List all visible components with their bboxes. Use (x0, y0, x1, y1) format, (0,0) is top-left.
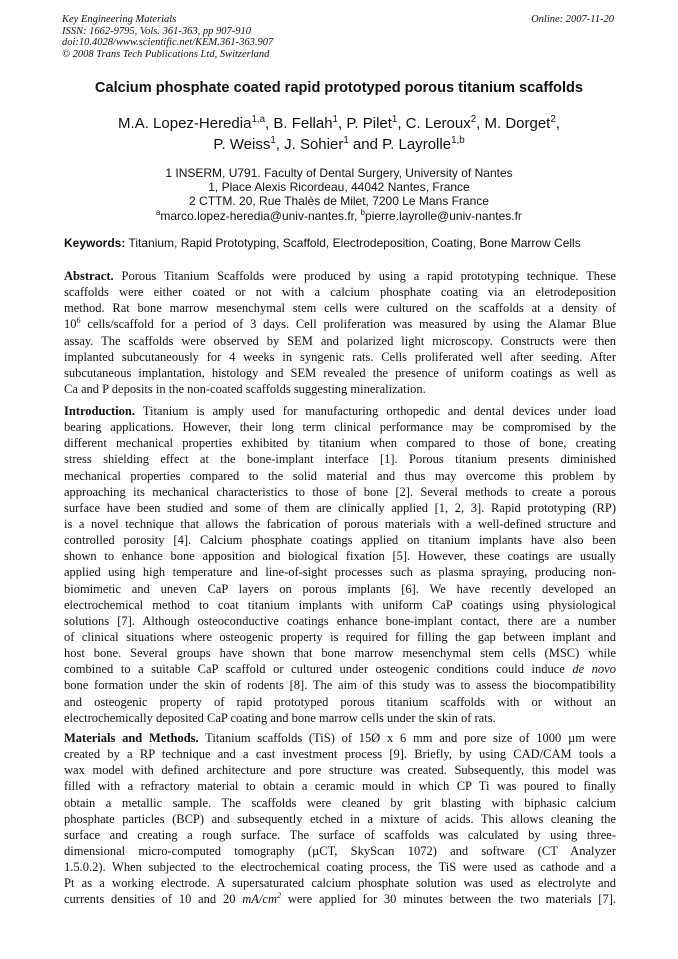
materials-and-methods (64, 730, 616, 908)
email-sup: a (156, 207, 161, 217)
author-name: , M. Dorget (476, 115, 551, 132)
intro-line: surface have been studied and some of them are clinically applied [1, 2, 3]. Rapid prototyping (RP) (64, 500, 616, 515)
methods-label: Materials and Methods. (64, 731, 199, 745)
abstract-line (64, 316, 616, 332)
affiliation-line: 1, Place Alexis Ricordeau, 44042 Nantes, France (208, 180, 470, 195)
online-date: Online: 2007-11-20 (531, 14, 614, 25)
intro-line: electrochemical method to coat titanium implants with uniform CaP coatings using physiological (64, 597, 616, 612)
intro-line: bone formation under the skin of rodents [8]. The aim of this study was to assess the biocompatibility (64, 678, 616, 693)
intro-line: and osteogenic property of rapid prototyped porous titanium scaffolds with or without an (64, 694, 616, 709)
author-affiliation-sup: 1 (332, 114, 338, 125)
methods-line: wax model with defined architecture and pore structure was created. Subsequently, this model was (64, 763, 616, 778)
author-affiliation-sup: 1,a (251, 114, 266, 125)
author-name: P. Weiss (213, 136, 271, 153)
affiliation-line: 1 INSERM, U791. Faculty of Dental Surgery, University of Nantes (165, 166, 513, 180)
methods-line: surface and creating a rough surface. The surface of scaffolds was calculated by using three- (64, 827, 616, 842)
intro-line (64, 403, 616, 419)
keywords-label: Keywords: (64, 236, 126, 250)
methods-line (64, 891, 616, 907)
intro-line: biomimetic and uneven CaP layers on porous implants [6]. We have recently developed an (64, 581, 616, 596)
journal-header (62, 14, 273, 60)
author-affiliation-sup: 1 (391, 114, 398, 125)
text-run: combined to a suitable CaP scaffold or cultured under osteogenic conditions could induce (64, 662, 573, 677)
unit-exponent: 2 (277, 891, 282, 901)
intro-line (64, 661, 616, 677)
author-name: , B. Fellah (265, 115, 333, 132)
intro-line: is a novel technique that allows the fabrication of porous materials with a well-defined structure and (64, 516, 616, 531)
keywords-text: Titanium, Rapid Prototyping, Scaffold, Electrodeposition, Coating, Bone Marrow Cells (125, 236, 581, 250)
abstract-line: Ca and P deposits in the non-coated scaffolds suggesting mineralization. (64, 381, 426, 396)
author-list (30, 113, 648, 155)
doi-line: doi:10.4028/www.scientific.net/KEM.361-363.907 (62, 37, 274, 48)
text-run: Titanium scaffolds (TiS) of 15Ø x 6 mm and pore size of 1000 µm were (198, 731, 616, 745)
abstract-line (64, 268, 616, 284)
intro-line: bearing applications. However, their long term clinical performance may be compromised by the (64, 420, 616, 435)
abstract-line: subcutaneous implantation, histology and SEM revealed the presence of uniform coatings as well as (64, 365, 616, 380)
intro-line: of clinical situations where osteogenic property is required for filling the gap between implant and (64, 629, 616, 644)
author-affiliation-sup: 2 (470, 114, 477, 125)
text-run: cells/scaffold for a period of 3 days. Cell proliferation was measured by using the Alamar Blue (87, 317, 616, 332)
methods-line: 1.5.0.2). When subjected to the electrochemical coating process, the TiS were used as cathode and a (64, 860, 616, 875)
issn-line: ISSN: 1662-9795, Vols. 361-363, pp 907-910 (62, 25, 251, 37)
methods-line: obtain a metallic sample. The scaffolds were cleaned by grit blasting with biphasic calcium (64, 795, 616, 810)
text-run: were applied for 30 minutes between the two materials [7]. (281, 892, 616, 907)
author-affiliation-sup: 1,b (451, 135, 465, 146)
author-name: , P. Pilet (337, 115, 392, 132)
affiliation-line: 2 CTTM. 20, Rue Thalès de Milet, 7200 Le Mans France (189, 194, 489, 209)
intro-line: host bone. Several groups have shown that bone marrow mesenchymal stem cells (MSC) while (64, 646, 616, 661)
intro-line: different mechanical properties exhibited by titanium when compared to those of bone, creating (64, 436, 616, 451)
author-affiliation-sup: 1 (343, 135, 349, 146)
paper-title: Calcium phosphate coated rapid prototyped porous titanium scaffolds (94, 80, 584, 96)
email-sup: b (360, 207, 366, 217)
methods-line: dimensional micro-computed tomography (µCT, SkyScan 1072) and software (CT Analyzer (64, 843, 616, 858)
email-link-b[interactable]: pierre.layrolle@univ-nantes.fr (365, 208, 522, 223)
author-line-1 (30, 113, 648, 134)
abstract-line: implanted subcutaneously for 4 weeks in syngenic rats. Cells proliferated well after seeding. After (64, 349, 616, 364)
introduction-label: Introduction. (64, 404, 135, 418)
email-link-a[interactable]: marco.lopez-heredia@univ-nantes.fr, (160, 208, 361, 223)
density-base: 10 (64, 317, 77, 332)
author-affiliation-sup: 1 (270, 135, 276, 146)
methods-line: created by a RP technique and a cast investment process [9]. Briefly, by using CAD/CAM tools a (64, 747, 616, 762)
intro-line: applied using high temperature and line-of-sight processes such as plasma spraying, producing non- (64, 565, 616, 580)
intro-line: mechanical properties compared to the solid material and thus may overcome this problem by (64, 468, 616, 483)
intro-line: shown to enhance bone apposition and biological fixation [5]. However, these coatings are usually (64, 549, 616, 564)
abstract-line: assay. The scaffolds were observed by SEM and polarized light microscopy. Constructs were then (64, 333, 616, 348)
text-run: currents densities of 10 and 20 (64, 892, 243, 907)
author-name: and P. Layrolle (348, 136, 452, 153)
text-run: Titanium is amply used for manufacturing orthopedic and dental devices under load (134, 404, 616, 418)
copyright-line: © 2008 Trans Tech Publications Ltd, Switzerland (62, 48, 270, 60)
intro-line: controlled porosity [4]. Calcium phosphate coatings applied on titanium implants have also been (64, 533, 616, 548)
author-name: M.A. Lopez-Heredia (118, 115, 252, 132)
abstract-label: Abstract. (64, 269, 114, 283)
text-run: Porous Titanium Scaffolds were produced by using a rapid prototyping technique. These (113, 269, 616, 283)
email-line (30, 209, 648, 223)
methods-line: Pt as a working electrode. A supersaturated calcium phosphate solution was used as electrolyte and (64, 876, 616, 891)
abstract-line: method. Rat bone marrow mesenchymal stem cells were cultured on the scaffolds at a density of (64, 301, 616, 316)
methods-line: phosphate particles (BCP) and subsequently etched in a mixture of acids. This allows cleaning the (64, 811, 616, 826)
author-separator: , (555, 115, 560, 132)
author-line-2 (30, 134, 648, 155)
density-exponent: 6 (76, 316, 81, 326)
author-name: , J. Sohier (275, 136, 344, 153)
intro-line: stress shielding effect at the bone-implant interface [1]. Porous titanium presents diminished (64, 452, 616, 467)
journal-name: Key Engineering Materials (62, 14, 177, 25)
intro-line: solutions [7]. Although osteoconductive coatings enhance bone-implant contact, there are a number (64, 613, 616, 628)
abstract-line: scaffolds were either coated or not with a calcium phosphate coating via an eletrodeposition (64, 285, 616, 300)
unit-text: mA/cm (242, 892, 277, 907)
methods-line: filled with a refractory material to obtain a ceramic mould in which CP Ti was poured to finally (64, 779, 616, 794)
affiliations (30, 166, 648, 223)
keywords (64, 236, 620, 250)
intro-line: approaching its mechanical characteristics to those of bone [2]. Several methods to create a porous (64, 484, 616, 499)
author-name: , C. Leroux (397, 115, 471, 132)
intro-line: electrochemically deposited CaP coating and bone marrow cells under the skin of rats. (64, 710, 496, 725)
author-affiliation-sup: 2 (550, 114, 556, 125)
methods-line (64, 730, 616, 746)
abstract (64, 268, 616, 397)
introduction (64, 403, 616, 726)
italic-term: de novo (572, 662, 616, 677)
